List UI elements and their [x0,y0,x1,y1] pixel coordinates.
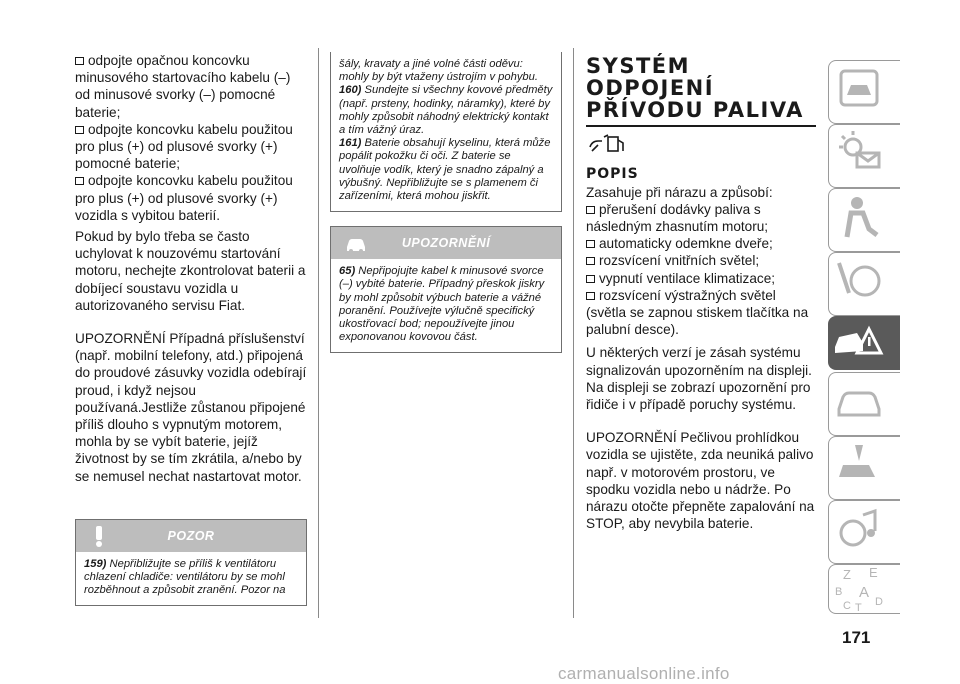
warning-text: Nepřipojujte kabel k minusové svorce (–) vybité baterie. Případný přeskok jiskry by mohl způsobit výbuch baterie a vážné poranění. Používejte výlučně specifický ukostřovací bod; nepoužívejte jinou exponovanou kovovou část. [339,265,545,344]
caution-item [339,137,553,203]
warning-body [331,259,561,352]
caution-text: Nepřibližujte se příliš k ventilátoru chlazení chladiče: ventilátoru by se mohl rozběhnout a způsobit zranění. Pozor na [84,557,286,597]
caution-number: 161) [339,137,362,150]
service-paragraph: Pokud by bylo třeba se často uchylovat k nouzovému startování motoru, nechejte zkontrolovat baterii a dobíjecí soustavu vozidla u autorizovaného servisu Fiat. [75,229,306,313]
heading-rule [586,125,816,127]
index-letter: D [875,596,883,608]
key-steering-wheel-icon [829,253,889,309]
effects-list [586,201,818,339]
subheading: POPIS [586,165,639,182]
caution-panel-continued [330,52,562,212]
alphabet-index-icon [829,565,889,613]
bullet-box-icon [586,206,595,214]
index-letter: Z [843,567,851,582]
list-item: přerušení dodávky paliva s následným zhasnutím motoru; [586,201,769,234]
bullet-box-icon [586,275,595,283]
list-item: odpojte opačnou koncovku minusového startovacího kabelu (–) od minusové svorky (–) pomocné baterie; [75,53,291,120]
bullet-box-icon [586,257,595,265]
caution-panel [75,519,307,607]
warning-number: 65) [339,265,356,278]
tab-emergency[interactable] [828,316,900,370]
caution-body-continued [331,52,561,211]
tab-technical[interactable] [828,436,900,500]
sun-envelope-icon [829,125,889,181]
bullet-box-icon [75,126,84,134]
tab-index[interactable] [828,564,900,614]
page-number: 171 [842,628,871,647]
warning-panel [330,226,562,353]
tab-dashboard[interactable] [828,60,900,124]
tab-multimedia[interactable] [828,500,900,564]
car-dashboard-icon [829,61,889,117]
fuel-warning-paragraph: UPOZORNĚNÍ Pečlivou prohlídkou vozidla se ujistěte, zda neuniká palivo např. v motorovém prostoru, ve spodku vozidla nebo u nádrže. Po nárazu otočte přepněte zapalování na STOP, aby nevybila baterie. [586,430,815,532]
section-heading-line2: PŘÍVODU PALIVA [586,98,804,122]
car-crash-warning-icon [829,317,889,365]
caution-text: Sundejte si všechny kovové předměty (např. prsteny, hodinky, náramky), které by mohly způsobit náhodný elektrický kontakt a tím vážný úraz. [339,84,553,137]
column-1 [75,52,307,606]
warning-header [331,227,561,259]
accessories-warning-paragraph: UPOZORNĚNÍ Případná příslušenství (např. mobilní telefony, atd.) připojená do proudové zásuvky vozidla odebírají proud, i když nejsou používaná.Jestliže zůstanou připojené příliš dlouho s vypnutým motorem, mohla by se vybít baterie, jejíž životnost by se tím zkrátila, a/nebo by se nemusel nechat nastartovat motor. [75,331,307,484]
multimedia-icon [829,501,889,557]
bullet-box-icon [75,177,84,185]
list-item: odpojte koncovku kabelu použitou pro plus (+) od plusové svorky (+) pomocné baterie; [75,121,293,172]
index-letter: E [869,565,878,580]
index-letter: A [859,584,870,601]
list-item: rozsvícení výstražných světel (světla se zapnou stiskem tlačítka na palubní desce). [586,287,809,338]
car-service-icon [829,373,889,429]
list-item: rozsvícení vnitřních světel; [586,252,818,269]
index-letter: B [835,586,843,598]
caution-body [76,552,306,606]
bullet-box-icon [586,240,595,248]
list-item: automaticky odemkne dveře; [586,235,818,252]
bullet-box-icon [75,57,84,65]
footer-watermark[interactable]: carmanualsonline.info [558,664,730,683]
caution-continued-text: šály, kravaty a jiné volné části oděvu: mohly by být vtaženy ústrojím v pohybu. [339,58,538,84]
section-heading-line1: SYSTÉM ODPOJENÍ [586,54,715,100]
seat-airbag-icon [829,189,889,245]
caution-number: 159) [84,557,107,570]
bullet-box-icon [586,292,595,300]
column-divider [318,48,319,618]
intro-text: Zasahuje při nárazu a způsobí: [586,184,773,200]
column-2 [330,52,562,353]
column-divider [573,48,574,618]
list-item: vypnutí ventilace klimatizace; [586,270,818,287]
column-3 [586,55,818,532]
caution-title: POZOR [167,528,215,543]
disconnect-steps-list [75,52,307,224]
warning-title: UPOZORNĚNÍ [401,236,491,251]
caution-text: Baterie obsahují kyselinu, která může popálit pokožku či oči. Z baterie se uvolňuje vodík, který je snadno zápalný a výbušný. Nepřibližujte se s plamenem či zařízeními, která mohou jiskřit. [339,137,551,203]
tab-safety[interactable] [828,188,900,252]
index-letter: C [843,600,851,612]
caution-header [76,520,306,552]
fuel-cutoff-icon [586,133,630,155]
tab-starting[interactable] [828,252,900,316]
wrench-car-icon [829,437,889,493]
caution-number: 160) [339,84,362,97]
tab-maintenance[interactable] [828,372,900,436]
display-paragraph: U některých verzí je zásah systému signalizován upozorněním na displeji. Na displeji se zobrazí upozornění pro řidiče i v případě poruchy systému. [586,345,812,412]
index-letter: T [855,602,862,613]
caution-item [339,84,553,137]
tab-lights[interactable] [828,124,900,188]
list-item: odpojte koncovku kabelu použitou pro plus (+) od plusové svorky (+) vozidla s vybitou baterií. [75,173,293,223]
